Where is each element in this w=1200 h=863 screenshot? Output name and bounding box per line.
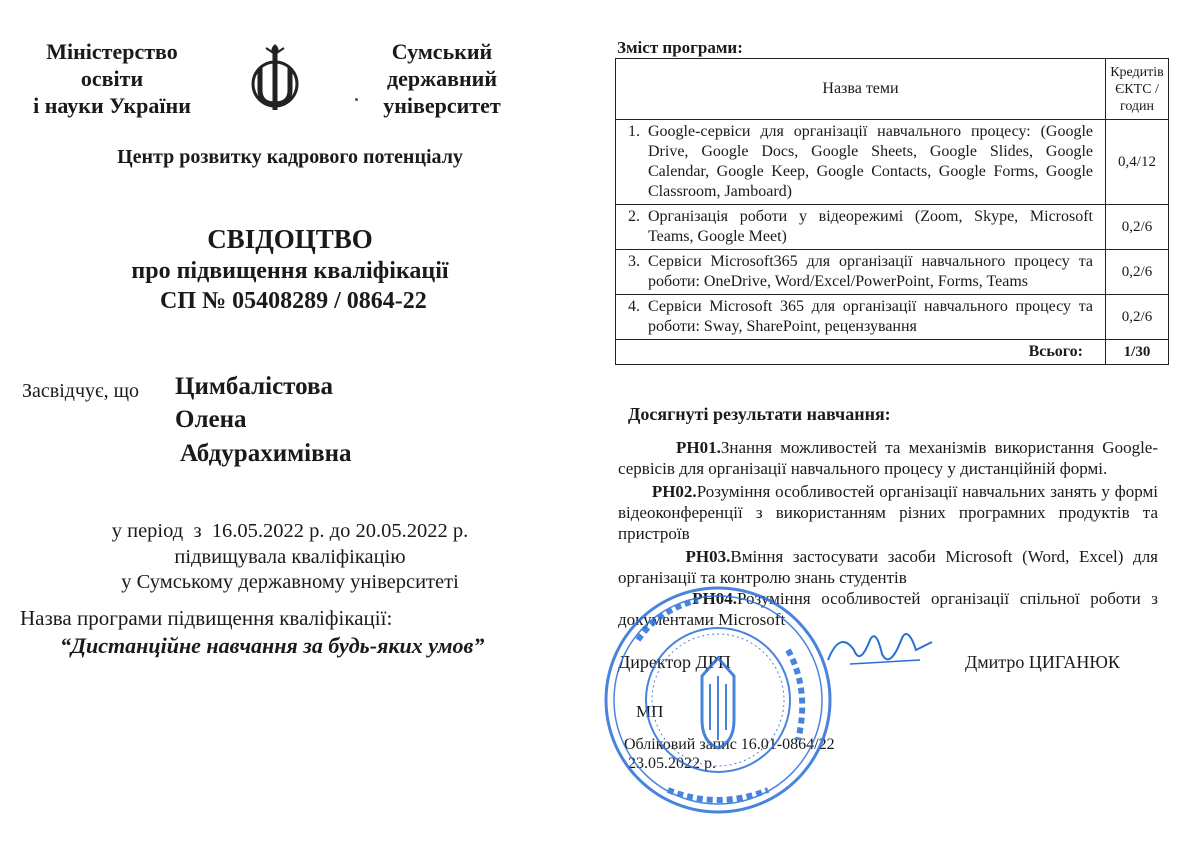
certificate-title: СВІДОЦТВО	[207, 224, 373, 254]
result-text: Знання можливостей та механізмів використання Google-сервісів для організації навчального процесу у дистанційній формі.	[618, 438, 1158, 478]
result-text: Розуміння особливостей організації спільної роботи з документами Microsoft	[618, 589, 1158, 629]
certificate-subtitle: про підвищення кваліфікації	[131, 258, 449, 284]
patronymic: Абдурахимівна	[180, 440, 352, 467]
topic-text: Google-сервіси для організації навчального процесу: (Google Drive, Google Docs, Google Sheets, Google Slides, Google Calendar, Google Keep, Google Contacts, Google Forms, Google Classroom, Jamboard)	[648, 123, 1093, 200]
learning-result	[618, 546, 1158, 588]
topic-text: Організація роботи у відеорежимі (Zoom, Skype, Microsoft Teams, Google Meet)	[648, 208, 1093, 245]
program-content-title: Зміст програми:	[617, 38, 743, 57]
topic-text: Сервіси Microsoft 365 для організації навчального процесу та роботи: Sway, SharePoint, рецензування	[648, 298, 1093, 335]
topic-cell	[616, 205, 1106, 250]
credits-cell: 0,2/6	[1106, 205, 1169, 250]
result-text: Розуміння особливостей організації навчальних занять у формі відеоконференції з використанням різних програмних продуктів та пристроїв	[618, 482, 1159, 543]
topic-number: 3.	[628, 253, 640, 270]
director-label: Директор ДРП	[618, 652, 731, 672]
improved-qualification: підвищувала кваліфікацію	[174, 546, 406, 568]
topic-number: 2.	[628, 208, 640, 225]
credits-cell: 0,4/12	[1106, 120, 1169, 205]
credits-cell: 0,2/6	[1106, 250, 1169, 295]
scan-dot	[355, 98, 358, 101]
certificate-number: СП № 05408289 / 0864-22	[160, 288, 427, 314]
table-row	[616, 295, 1169, 340]
total-row	[616, 340, 1169, 365]
program-name: “Дистанційне навчання за будь-яких умов”	[60, 633, 485, 658]
credits-cell: 0,2/6	[1106, 295, 1169, 340]
seal-place-label: МП	[636, 702, 664, 721]
program-table	[615, 58, 1169, 365]
result-code: РН04.	[692, 589, 737, 608]
topic-cell	[616, 250, 1106, 295]
topic-number: 4.	[628, 298, 640, 315]
learning-result	[618, 481, 1158, 544]
total-label: Всього:	[616, 340, 1106, 365]
director-name: Дмитро ЦИГАНЮК	[965, 652, 1120, 672]
topic-number: 1.	[628, 123, 640, 140]
table-row	[616, 250, 1169, 295]
director-signature-icon	[820, 620, 940, 680]
first-name: Олена	[175, 406, 247, 433]
record-number: Обліковий запис 16.01-0864/22	[624, 736, 835, 753]
at-university: у Сумському державному університеті	[121, 571, 459, 593]
university-logo-icon	[240, 40, 310, 114]
program-label: Назва програми підвищення кваліфікації:	[20, 606, 393, 630]
training-period: у період з 16.05.2022 р. до 20.05.2022 р.	[111, 520, 469, 542]
results-title: Досягнуті результати навчання:	[628, 404, 891, 424]
topic-cell	[616, 295, 1106, 340]
topic-cell	[616, 120, 1106, 205]
result-code: РН02.	[651, 482, 697, 501]
certifies-label: Засвідчує, що	[22, 380, 139, 402]
center-name: Центр розвитку кадрового потенціалу	[117, 146, 463, 168]
column-header-topic: Назва теми	[616, 59, 1106, 120]
learning-result	[618, 437, 1158, 479]
result-code: РН01.	[675, 438, 721, 457]
table-header-row	[616, 59, 1169, 120]
table-row	[616, 120, 1169, 205]
table-row	[616, 205, 1169, 250]
record-date: 23.05.2022 р.	[628, 755, 716, 772]
surname: Цимбалістова	[175, 373, 333, 400]
column-header-credits: Кредитів ЄКТС / годин	[1106, 59, 1169, 120]
result-code: РН03.	[685, 547, 731, 566]
topic-text: Сервіси Microsoft365 для організації навчального процесу та роботи: OneDrive, Word/Excel/PowerPoint, Forms, Teams	[648, 253, 1093, 290]
total-value: 1/30	[1106, 340, 1169, 365]
ministry-name: Міністерство освіти і науки України	[33, 39, 191, 118]
university-name: Сумський державний університет	[383, 39, 501, 118]
result-text: Вміння застосувати засоби Microsoft (Word, Excel) для організації та контролю знань студентів	[618, 547, 1158, 587]
